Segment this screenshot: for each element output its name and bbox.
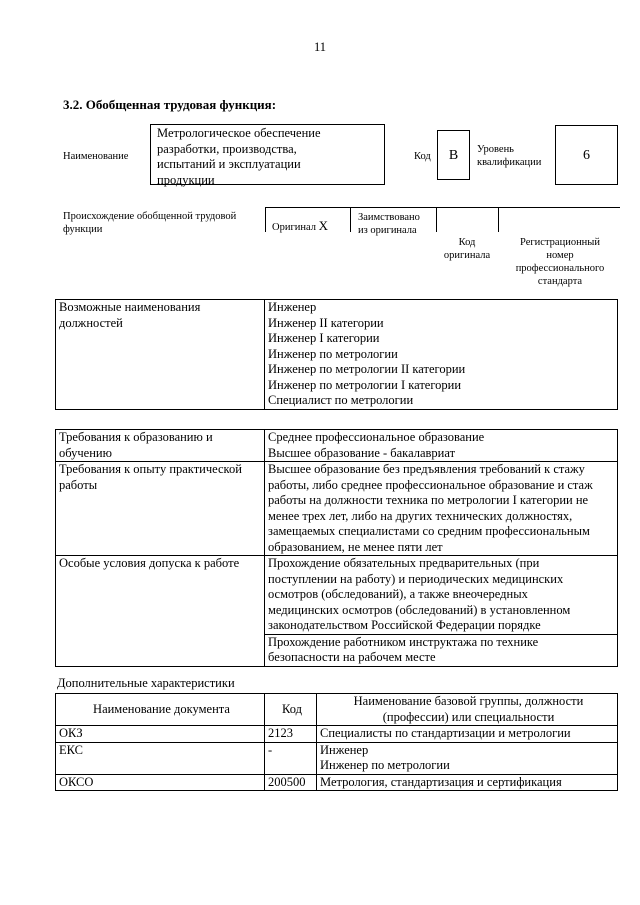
row-code: - [265, 742, 317, 774]
position-item: Инженер по метрологии I категории [268, 377, 462, 392]
req-special-label: Особые условия допуска к работе [56, 556, 265, 667]
req-education-value: Среднее профессиональное образование Высшее образование - бакалавриат [265, 430, 618, 462]
reg-number-label: Регистрационный номер профессионального стандарта [515, 237, 605, 287]
row-doc: ЕКС [56, 742, 265, 774]
req-experience-value: Высшее образование без предъявления требований к стажу работы, либо среднее профессиональное образование и стаж работы на должности техника по метрологии I категории не менее трех лет, либо на других технических должностях, замещаемых специалистами со средним профессиональным образованием, не менее пяти лет [265, 462, 618, 556]
req-experience-label: Требования к опыту практической работы [56, 462, 265, 556]
original-label: Оригинал X [272, 218, 329, 233]
position-item: Инженер по метрологии [268, 346, 398, 361]
req-safety-value: Прохождение работником инструктажа по технике безопасности на рабочем месте [265, 634, 618, 666]
header-doc: Наименование документа [56, 694, 265, 726]
origin-divider-2 [436, 207, 437, 232]
positions-table [55, 299, 618, 410]
requirements-table [55, 429, 618, 667]
kod-value: B [448, 148, 459, 163]
uroven-label: Уровень квалификации [477, 144, 542, 168]
table-row [56, 774, 618, 791]
position-item: Специалист по метрологии [268, 393, 414, 407]
additional-title: Дополнительные характеристики [57, 676, 235, 690]
kod-label: Код [414, 151, 431, 162]
uroven-value-box [555, 125, 618, 185]
header-name: Наименование базовой группы, должности (профессии) или специальности [317, 694, 618, 726]
row-name: Инженер Инженер по метрологии [317, 742, 618, 774]
row-code: 200500 [265, 774, 317, 791]
table-row [56, 742, 618, 774]
row-name: Метрология, стандартизация и сертификация [317, 774, 618, 791]
positions-label: Возможные наименования должностей [56, 300, 265, 410]
row-code: 2123 [265, 726, 317, 743]
page-number: 11 [313, 40, 327, 54]
function-name-text: Метрологическое обеспечение разработки, производства, испытаний и эксплуатации продукции [157, 126, 321, 187]
row-name: Специалисты по стандартизации и метрологии [317, 726, 618, 743]
position-item: Инженер по метрологии II категории [268, 362, 466, 376]
origin-divider-left [265, 207, 266, 232]
function-name-box [150, 124, 385, 185]
req-special-value: Прохождение обязательных предварительных (при поступлении на работу) и периодических медицинских осмотров (обследований), а также внеочередных медицинских осмотров (обследований) в установленном законодательством Российской Федерации порядке [265, 556, 618, 635]
header-code: Код [265, 694, 317, 726]
original-mark: X [318, 218, 329, 233]
kod-value-box [437, 130, 470, 180]
origin-label: Происхождение обобщенной трудовой функции [63, 211, 237, 235]
positions-list [265, 300, 618, 410]
origin-divider-3 [498, 207, 499, 232]
origin-divider-1 [350, 207, 351, 232]
position-item: Инженер I категории [268, 331, 380, 345]
table-row [56, 726, 618, 743]
position-item: Инженер II категории [268, 315, 384, 330]
req-education-label: Требования к образованию и обучению [56, 430, 265, 462]
section-title: 3.2. Обобщенная трудовая функция: [63, 97, 277, 112]
uroven-value: 6 [583, 148, 590, 163]
position-item: Инженер [268, 300, 317, 314]
borrowed-label: Заимствовано из оригинала [358, 212, 420, 236]
row-doc: ОКЗ [56, 726, 265, 743]
kod-originala-label: Код оригинала [443, 237, 491, 261]
naimenovanie-label: Наименование [63, 151, 129, 162]
row-doc: ОКСО [56, 774, 265, 791]
additional-table [55, 693, 618, 791]
